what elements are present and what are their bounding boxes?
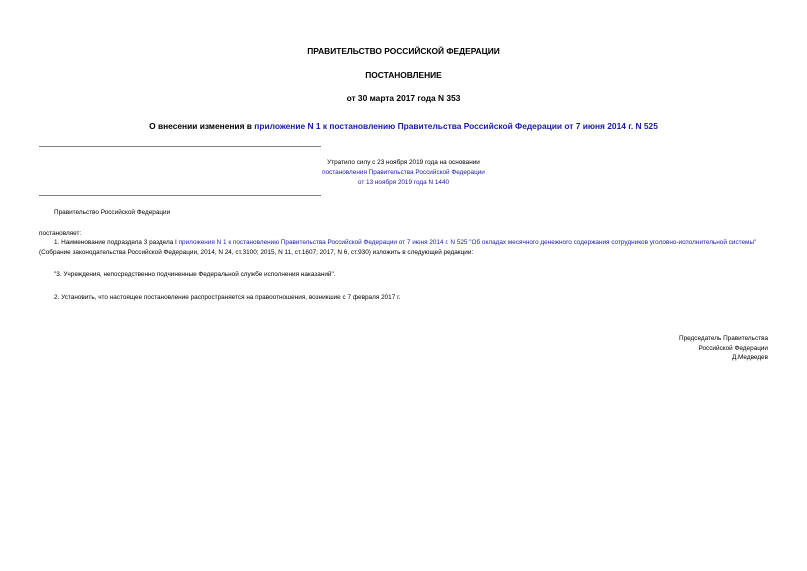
signature-country: Российской Федерации: [698, 344, 768, 352]
document-type: ПОСТАНОВЛЕНИЕ: [365, 70, 442, 80]
appendix-link[interactable]: приложения N 1 к постановлению Правительства Российской Федерации от 7 июня 2014 г. N 525 "Об окладах месячного денежного содержания сотрудников уголовно-исполнительной системы": [178, 239, 757, 246]
signature-name: Д.Медведев: [731, 354, 768, 362]
signature-block: [679, 334, 768, 363]
repeal-decree-link[interactable]: постановления Правительства Российской Федерации: [322, 169, 485, 176]
quoted-title: "3. Учреждения, непосредственно подчиненные Федеральной службе исполнения наказаний".: [54, 271, 336, 278]
paragraph-1-prefix: 1. Наименование подраздела 3 раздела I: [54, 239, 179, 246]
document-date: от 30 марта 2017 года N 353: [346, 93, 461, 103]
document-title: [0, 121, 807, 131]
top-divider: [39, 146, 321, 147]
repeal-notice: [0, 158, 807, 188]
paragraph-2: 2. Установить, что настоящее постановление распространяется на правоотношения, возникшие с 7 февраля 2017 г.: [54, 294, 401, 301]
intro-text: Правительство Российской Федерации: [54, 209, 171, 216]
signature-position: Председатель Правительства: [679, 335, 768, 342]
paragraph-1-suffix: (Собрание законодательства Российской Федерации, 2014, N 24, ст.3100; 2015, N 11, ст.1607; 2017, N 6, ст.930) изложить в следующей редакции:: [39, 248, 474, 256]
paragraph-1: [39, 238, 769, 258]
bottom-divider: [39, 195, 321, 196]
government-name: ПРАВИТЕЛЬСТВО РОССИЙСКОЙ ФЕДЕРАЦИИ: [307, 46, 500, 56]
document-title-prefix: О внесении изменения в: [149, 121, 255, 131]
repeal-notice-line: Утратило силу с 23 ноября 2019 года на основании: [327, 159, 480, 166]
repeal-decree-date-link[interactable]: от 13 ноября 2019 года N 1440: [357, 179, 450, 186]
resolves-text: постановляет:: [39, 230, 82, 237]
document-title-link[interactable]: приложение N 1 к постановлению Правительства Российской Федерации от 7 июня 2014 г. N 525: [254, 121, 658, 131]
